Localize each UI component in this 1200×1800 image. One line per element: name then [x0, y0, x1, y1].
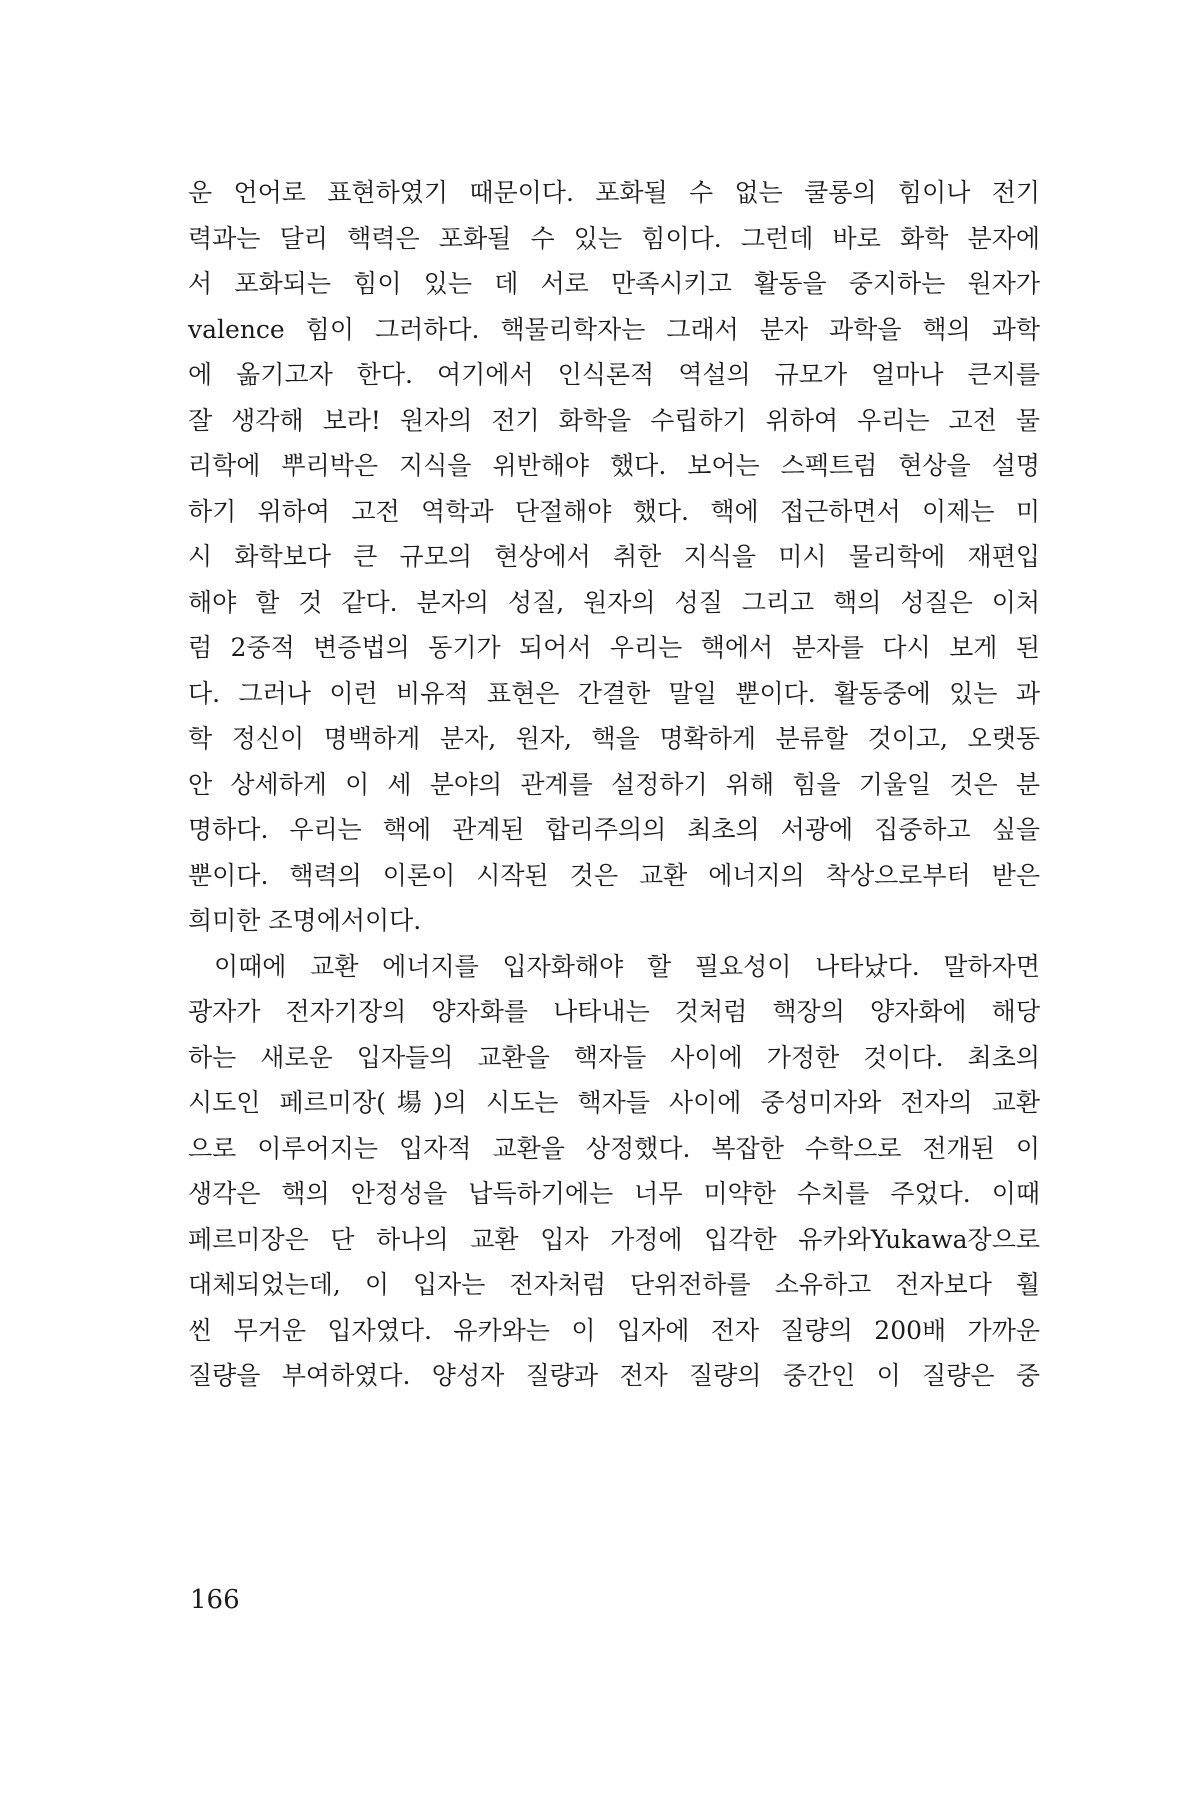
- text-line: 학 정신이 명백하게 분자, 원자, 핵을 명확하게 분류할 것이고, 오랫동: [188, 724, 1040, 753]
- paragraph-2: [188, 944, 1040, 1399]
- text-line: 으로 이루어지는 입자적 교환을 상정했다. 복잡한 수학으로 전개된 이: [188, 1133, 1040, 1163]
- text-line: 잘 생각해 보라! 원자의 전기 화학을 수립하기 위하여 우리는 고전 물: [188, 405, 1040, 435]
- text-line: 생각은 핵의 안정성을 납득하기에는 너무 미약한 수치를 주었다. 이때: [188, 1179, 1040, 1208]
- body-text: [188, 170, 1040, 1399]
- text-line: 대체되었는데, 이 입자는 전자처럼 단위전하를 소유하고 전자보다 훨: [188, 1270, 1040, 1299]
- text-line: 력과는 달리 핵력은 포화될 수 있는 힘이다. 그런데 바로 화학 분자에: [188, 223, 1040, 253]
- text-line: 광자가 전자기장의 양자화를 나타내는 것처럼 핵장의 양자화에 해당: [188, 997, 1040, 1026]
- text-line: 희미한 조명에서이다.: [188, 906, 422, 935]
- text-line: 하는 새로운 입자들의 교환을 핵자들 사이에 가정한 것이다. 최초의: [188, 1042, 1040, 1072]
- page-number: 166: [190, 1585, 240, 1615]
- text-line: 하기 위하여 고전 역학과 단절해야 했다. 핵에 접근하면서 이제는 미: [188, 496, 1040, 526]
- text-line: 시 화학보다 큰 규모의 현상에서 취한 지식을 미시 물리학에 재편입: [188, 542, 1040, 571]
- text-line: valence 힘이 그러하다. 핵물리학자는 그래서 분자 과학을 핵의 과학: [188, 314, 1040, 344]
- text-line: 페르미장은 단 하나의 교환 입자 가정에 입각한 유카와Yukawa장으로: [188, 1224, 1040, 1254]
- text-line: 운 언어로 표현하였기 때문이다. 포화될 수 없는 쿨롱의 힘이나 전기: [188, 178, 1040, 207]
- text-line: 에 옮기고자 한다. 여기에서 인식론적 역설의 규모가 얼마나 큰지를: [188, 360, 1040, 389]
- text-line: 다. 그러나 이런 비유적 표현은 간결한 말일 뿐이다. 활동중에 있는 과: [188, 678, 1040, 708]
- text-line: 명하다. 우리는 핵에 관계된 합리주의의 최초의 서광에 집중하고 싶을: [188, 815, 1040, 844]
- paragraph-1: [188, 170, 1040, 944]
- text-line: 씬 무거운 입자였다. 유카와는 이 입자에 전자 질량의 200배 가까운: [188, 1315, 1040, 1345]
- text-line: 이때에 교환 에너지를 입자화해야 할 필요성이 나타났다. 말하자면: [214, 951, 1040, 981]
- text-line: 안 상세하게 이 세 분야의 관계를 설정하기 위해 힘을 기울일 것은 분: [188, 769, 1040, 799]
- text-line: 리학에 뿌리박은 지식을 위반해야 했다. 보어는 스펙트럼 현상을 설명: [188, 451, 1040, 480]
- text-line: 시도인 페르미장(場)의 시도는 핵자들 사이에 중성미자와 전자의 교환: [188, 1088, 1040, 1117]
- text-line: 해야 할 것 같다. 분자의 성질, 원자의 성질 그리고 핵의 성질은 이처: [188, 587, 1040, 617]
- text-line: 럼 2중적 변증법의 동기가 되어서 우리는 핵에서 분자를 다시 보게 된: [188, 633, 1040, 662]
- text-line: 서 포화되는 힘이 있는 데 서로 만족시키고 활동을 중지하는 원자가: [188, 269, 1040, 298]
- text-line: 뿐이다. 핵력의 이론이 시작된 것은 교환 에너지의 착상으로부터 받은: [188, 860, 1040, 890]
- text-line: 질량을 부여하였다. 양성자 질량과 전자 질량의 중간인 이 질량은 중: [188, 1361, 1040, 1390]
